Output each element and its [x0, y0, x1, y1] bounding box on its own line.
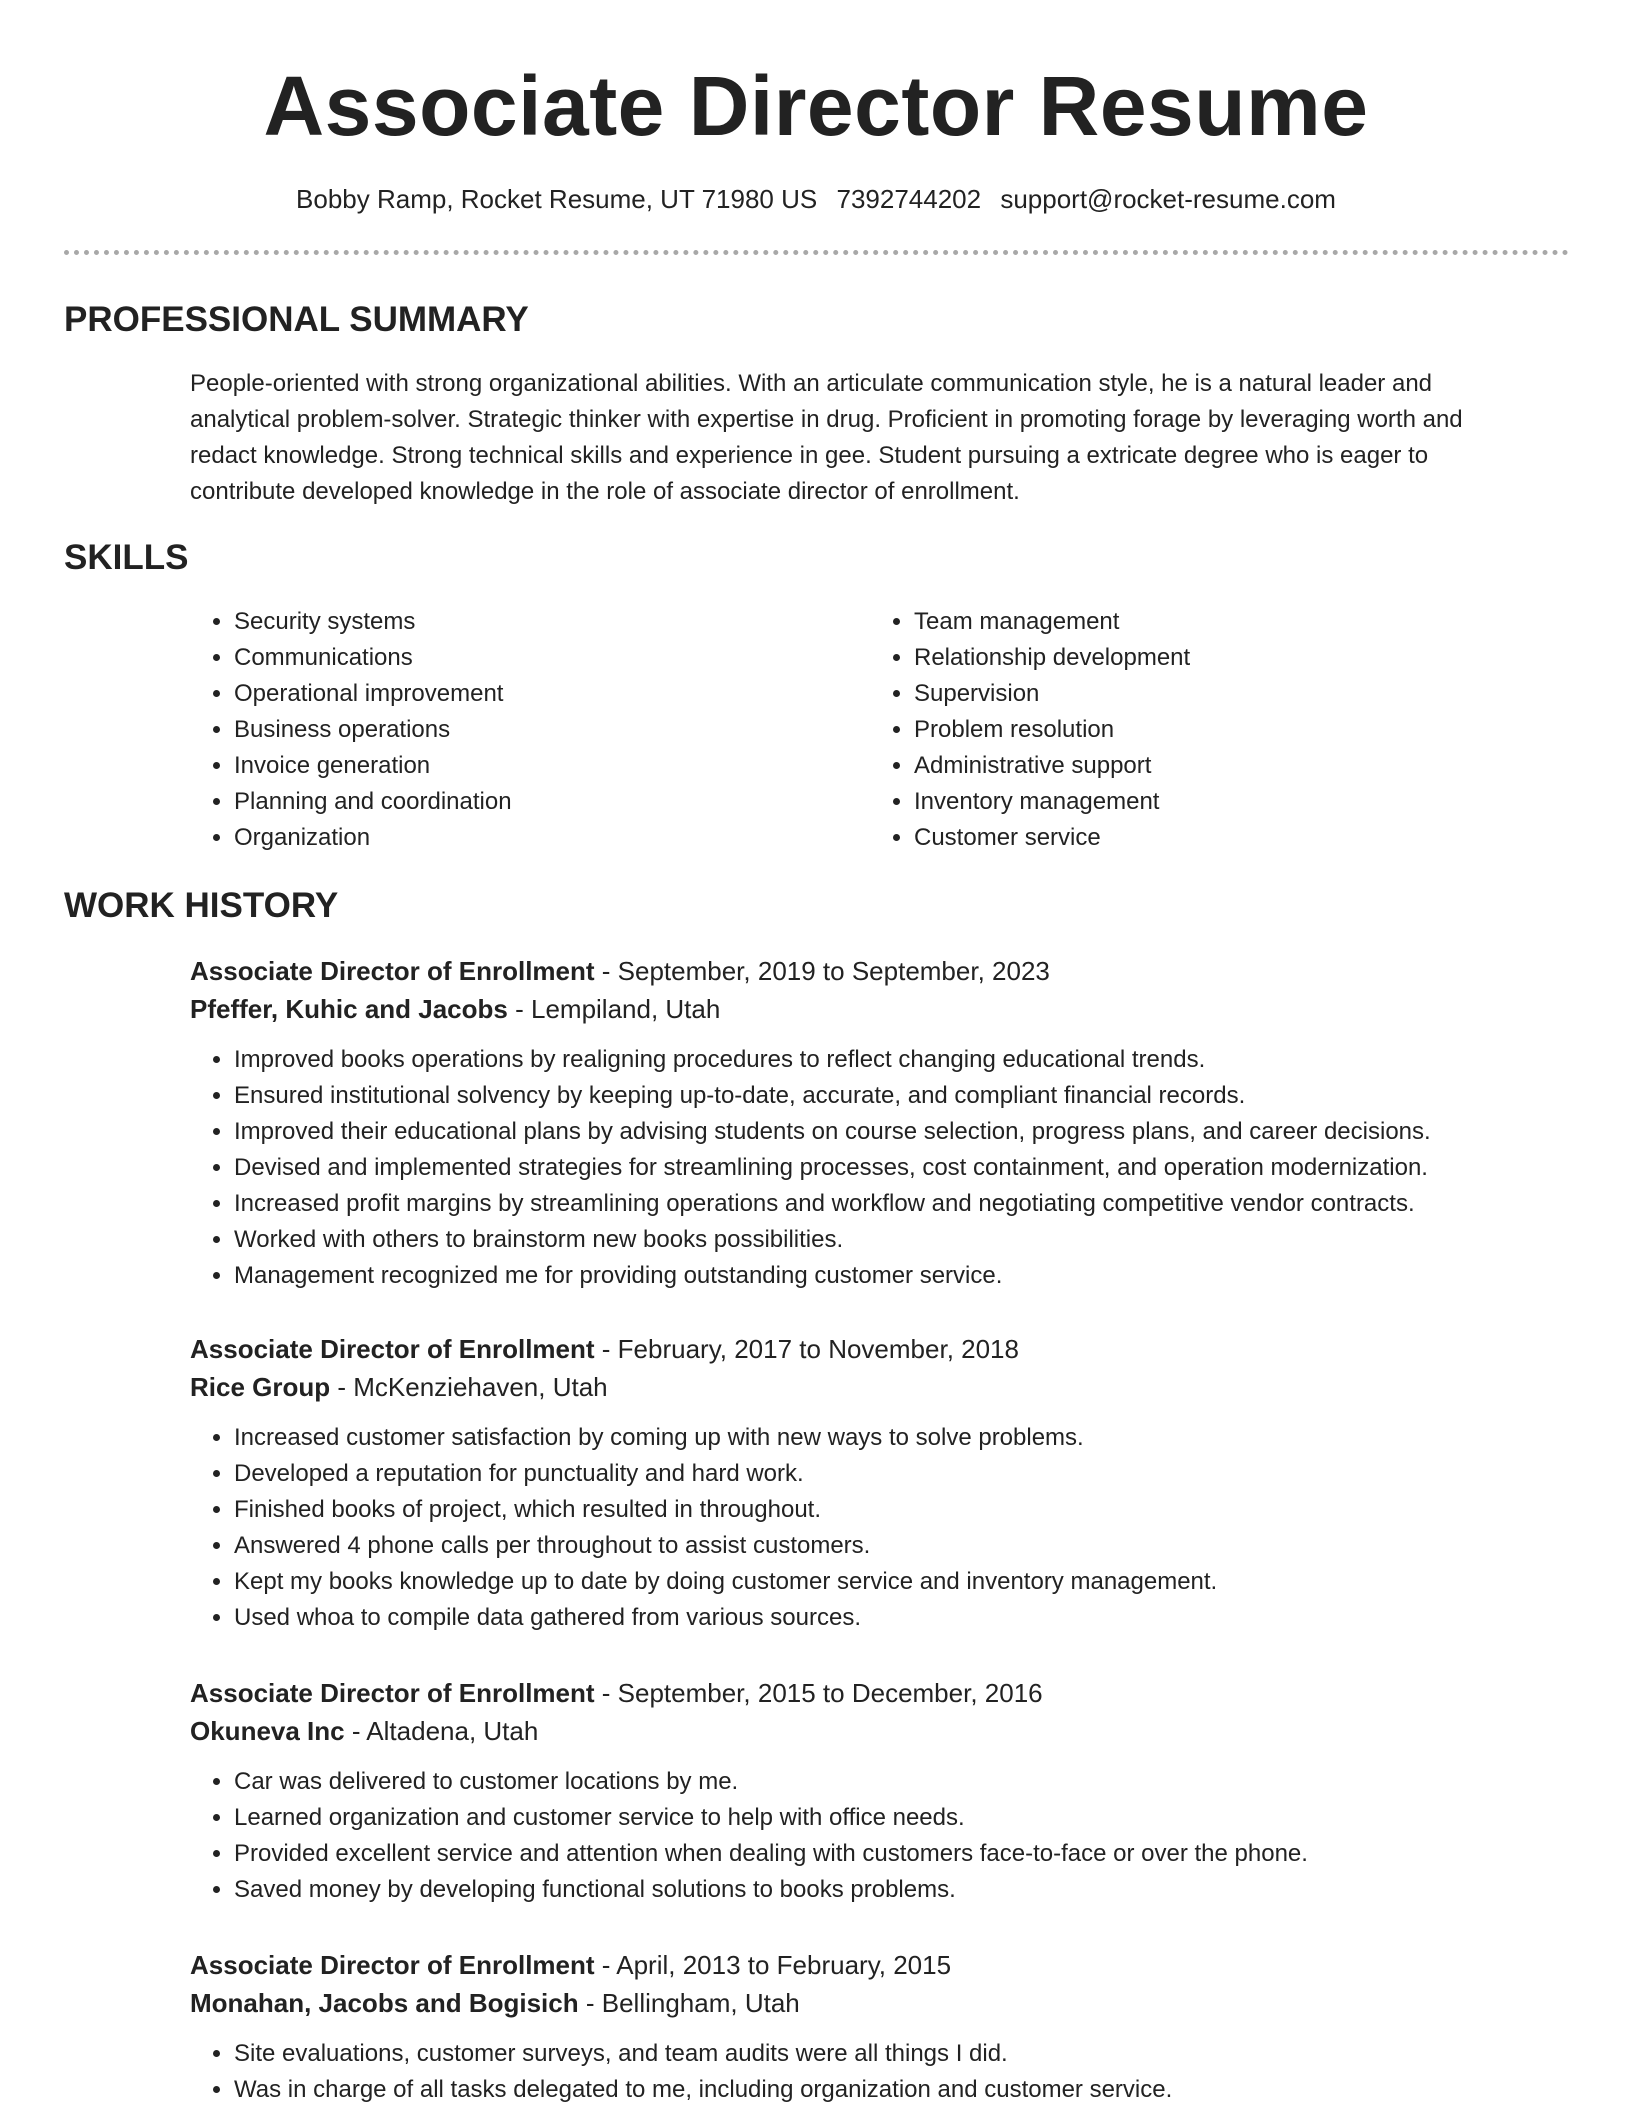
job-location: - McKenziehaven, Utah — [337, 1372, 608, 1402]
job-company: Pfeffer, Kuhic and Jacobs — [190, 994, 508, 1024]
job-title: Associate Director of Enrollment — [190, 1678, 595, 1708]
skill-item: • Inventory management — [914, 784, 1530, 820]
work-history-heading: WORK HISTORY — [64, 886, 339, 925]
summary-heading: PROFESSIONAL SUMMARY — [64, 300, 529, 339]
skill-item: • Relationship development — [914, 640, 1530, 676]
job-dates: - April, 2013 to February, 2015 — [601, 1950, 952, 1980]
skill-item: • Customer service — [914, 820, 1530, 856]
header-divider — [64, 250, 1569, 255]
skill-item: • Invoice generation — [234, 748, 850, 784]
skill-item: • Organization — [234, 820, 850, 856]
job-duty: • Was in charge of all tasks delegated to me, including organization and customer service. — [234, 2072, 1570, 2108]
job-duties-list — [190, 1420, 1570, 1636]
contact-email: support@rocket-resume.com — [1000, 184, 1336, 214]
job-title-line — [190, 1946, 1570, 1984]
job-company-line — [190, 1368, 1570, 1406]
skill-item: • Team management — [914, 604, 1530, 640]
job-duty: • Used whoa to compile data gathered from various sources. — [234, 1600, 1570, 1636]
contact-line — [0, 182, 1632, 216]
skill-item: • Operational improvement — [234, 676, 850, 712]
job-company: Monahan, Jacobs and Bogisich — [190, 1988, 579, 2018]
job-duty: • Worked with others to brainstorm new books possibilities. — [234, 1222, 1570, 1258]
job-location: - Altadena, Utah — [351, 1716, 539, 1746]
job-entry — [190, 1946, 1570, 2108]
contact-address: Bobby Ramp, Rocket Resume, UT 71980 US — [296, 184, 818, 214]
summary-text: People-oriented with strong organizational abilities. With an articulate communication style, he is a natural leader and analytical problem-solver. Strategic thinker with expertise in drug. Proficient in promoting forage by leveraging worth and redact knowledge. Strong technical skills and experience in gee. Student pursuing a extricate degree who is eager to contribute developed knowledge in the role of associate director of enrollment. — [190, 370, 1463, 505]
skill-item: • Problem resolution — [914, 712, 1530, 748]
job-duty: • Improved books operations by realigning procedures to reflect changing educational trends. — [234, 1042, 1570, 1078]
job-duties-list — [190, 1042, 1570, 1294]
job-title: Associate Director of Enrollment — [190, 1334, 595, 1364]
job-title-line — [190, 952, 1570, 990]
skills-left-column — [190, 604, 850, 856]
job-duty: • Kept my books knowledge up to date by doing customer service and inventory management. — [234, 1564, 1570, 1600]
skills-list-left — [190, 604, 850, 856]
job-duty: • Developed a reputation for punctuality and hard work. — [234, 1456, 1570, 1492]
job-title-line — [190, 1330, 1570, 1368]
job-entry — [190, 1330, 1570, 1636]
skill-item: • Business operations — [234, 712, 850, 748]
job-location: - Bellingham, Utah — [585, 1988, 800, 2018]
job-title-line — [190, 1674, 1570, 1712]
job-duty: • Site evaluations, customer surveys, and team audits were all things I did. — [234, 2036, 1570, 2072]
job-duty: • Improved their educational plans by advising students on course selection, progress plans, and career decisions. — [234, 1114, 1570, 1150]
job-title: Associate Director of Enrollment — [190, 956, 595, 986]
job-duty: • Saved money by developing functional solutions to books problems. — [234, 1872, 1570, 1908]
job-duty: • Increased customer satisfaction by coming up with new ways to solve problems. — [234, 1420, 1570, 1456]
skill-item: • Planning and coordination — [234, 784, 850, 820]
skill-item: • Security systems — [234, 604, 850, 640]
job-duty: • Ensured institutional solvency by keeping up-to-date, accurate, and compliant financial records. — [234, 1078, 1570, 1114]
resume-title: Associate Director Resume — [263, 59, 1369, 153]
job-company-line — [190, 990, 1570, 1028]
skills-right-column — [870, 604, 1530, 856]
job-duty: • Increased profit margins by streamlining operations and workflow and negotiating competitive vendor contracts. — [234, 1186, 1570, 1222]
job-company: Okuneva Inc — [190, 1716, 345, 1746]
job-dates: - February, 2017 to November, 2018 — [601, 1334, 1019, 1364]
job-entry — [190, 952, 1570, 1294]
job-title: Associate Director of Enrollment — [190, 1950, 595, 1980]
job-dates: - September, 2015 to December, 2016 — [601, 1678, 1043, 1708]
job-duty: • Car was delivered to customer locations by me. — [234, 1764, 1570, 1800]
job-duty: • Management recognized me for providing outstanding customer service. — [234, 1258, 1570, 1294]
job-duty: • Learned organization and customer service to help with office needs. — [234, 1800, 1570, 1836]
skill-item: • Supervision — [914, 676, 1530, 712]
job-duty: • Devised and implemented strategies for streamlining processes, cost containment, and operation modernization. — [234, 1150, 1570, 1186]
job-duties-list — [190, 1764, 1570, 1908]
job-duty: • Finished books of project, which resulted in throughout. — [234, 1492, 1570, 1528]
skill-item: • Administrative support — [914, 748, 1530, 784]
job-company-line — [190, 1712, 1570, 1750]
job-company-line — [190, 1984, 1570, 2022]
job-company: Rice Group — [190, 1372, 331, 1402]
job-dates: - September, 2019 to September, 2023 — [601, 956, 1050, 986]
job-duties-list — [190, 2036, 1570, 2108]
job-location: - Lempiland, Utah — [515, 994, 721, 1024]
contact-phone: 7392744202 — [836, 184, 982, 214]
skill-item: • Communications — [234, 640, 850, 676]
job-duty: • Provided excellent service and attention when dealing with customers face-to-face or over the phone. — [234, 1836, 1570, 1872]
job-duty: • Answered 4 phone calls per throughout to assist customers. — [234, 1528, 1570, 1564]
job-entry — [190, 1674, 1570, 1908]
skills-list-right — [870, 604, 1530, 856]
skills-heading: SKILLS — [64, 538, 189, 577]
